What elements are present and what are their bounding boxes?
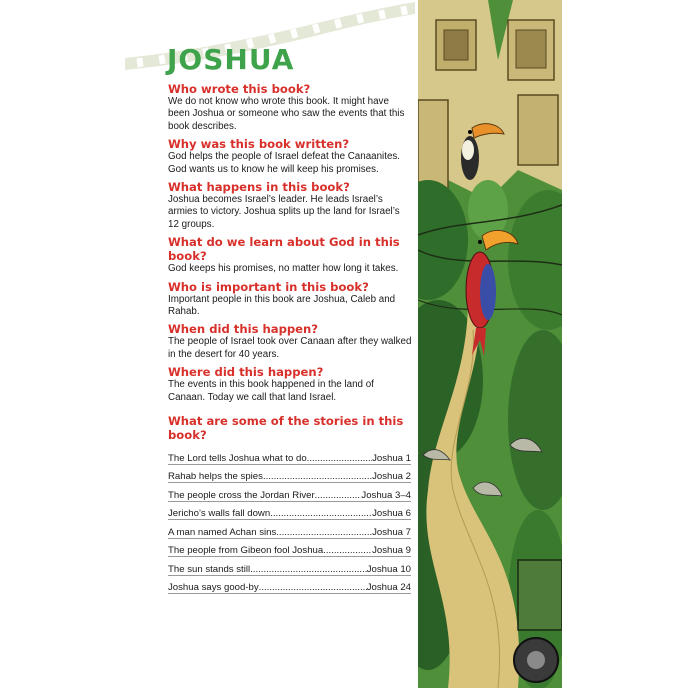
section-heading: What do we learn about God in this book? bbox=[168, 235, 400, 264]
story-row bbox=[168, 557, 411, 576]
story-reference: Joshua 10 bbox=[366, 563, 411, 575]
story-row bbox=[168, 576, 411, 595]
story-reference: Joshua 3–4 bbox=[361, 489, 411, 501]
section-heading: Why was this book written? bbox=[168, 137, 350, 152]
story-reference: Joshua 6 bbox=[372, 508, 411, 520]
section-text: God keeps his promises, no matter how long it takes. bbox=[168, 263, 399, 275]
story-reference: Joshua 24 bbox=[366, 582, 411, 594]
story-reference: Joshua 7 bbox=[372, 526, 411, 538]
section-why-written bbox=[168, 137, 413, 176]
story-reference: Joshua 1 bbox=[372, 452, 411, 464]
story-row bbox=[168, 502, 411, 521]
dot-leader bbox=[250, 564, 367, 575]
story-row bbox=[168, 483, 411, 502]
story-row bbox=[168, 520, 411, 539]
section-heading: Who is important in this book? bbox=[168, 279, 369, 294]
story-reference: Joshua 2 bbox=[372, 471, 411, 483]
book-page bbox=[125, 0, 562, 688]
dot-leader bbox=[276, 527, 372, 538]
dot-leader bbox=[263, 471, 372, 482]
book-intro-content bbox=[168, 82, 413, 594]
section-when bbox=[168, 322, 413, 361]
story-name: The Lord tells Joshua what to do bbox=[168, 452, 307, 464]
story-row bbox=[168, 539, 411, 558]
jungle-illustration bbox=[418, 0, 562, 688]
section-text: The people of Israel took over Canaan after they walked in the desert for 40 years. bbox=[168, 336, 412, 360]
story-name: Rahab helps the spies bbox=[168, 471, 263, 483]
story-name: A man named Achan sins bbox=[168, 526, 277, 538]
story-name: The people cross the Jordan River bbox=[168, 489, 315, 501]
section-heading: Where did this happen? bbox=[168, 365, 324, 380]
section-learn-about-god bbox=[168, 235, 413, 275]
story-reference: Joshua 9 bbox=[372, 545, 411, 557]
stories-heading: What are some of the stories in this book? bbox=[168, 414, 404, 443]
book-title: JOSHUA bbox=[167, 43, 295, 76]
stories-list bbox=[168, 446, 411, 594]
section-heading: When did this happen? bbox=[168, 322, 319, 337]
section-text: Joshua becomes Israel’s leader. He leads Israel’s armies to victory. Joshua splits up the land for Israel’s 12 groups. bbox=[168, 194, 400, 230]
story-row bbox=[168, 465, 411, 484]
section-text: The events in this book happened in the land of Canaan. Today we call that land Israel. bbox=[168, 379, 374, 403]
section-where bbox=[168, 365, 413, 404]
section-heading: Who wrote this book? bbox=[168, 82, 311, 96]
section-what-happens bbox=[168, 180, 413, 231]
dot-leader bbox=[315, 490, 362, 501]
section-text: God helps the people of Israel defeat the Canaanites. God wants us to know he will keep his promises. bbox=[168, 151, 401, 175]
section-text: Important people in this book are Joshua, Caleb and Rahab. bbox=[168, 293, 396, 318]
section-text: We do not know who wrote this book. It might have been Joshua or someone who saw the events that this book describes. bbox=[168, 96, 405, 132]
dot-leader bbox=[323, 545, 372, 556]
section-heading: What happens in this book? bbox=[168, 180, 350, 195]
story-name: The sun stands still bbox=[168, 563, 251, 575]
dot-leader bbox=[307, 453, 372, 464]
section-who-important bbox=[168, 280, 413, 319]
story-name: Joshua says good-by bbox=[168, 582, 259, 594]
story-name: The people from Gibeon fool Joshua bbox=[168, 545, 324, 557]
story-name: Jericho’s walls fall down bbox=[168, 508, 271, 520]
section-who-wrote bbox=[168, 82, 413, 133]
story-row bbox=[168, 446, 411, 465]
dot-leader bbox=[259, 582, 367, 593]
dot-leader bbox=[270, 508, 372, 519]
